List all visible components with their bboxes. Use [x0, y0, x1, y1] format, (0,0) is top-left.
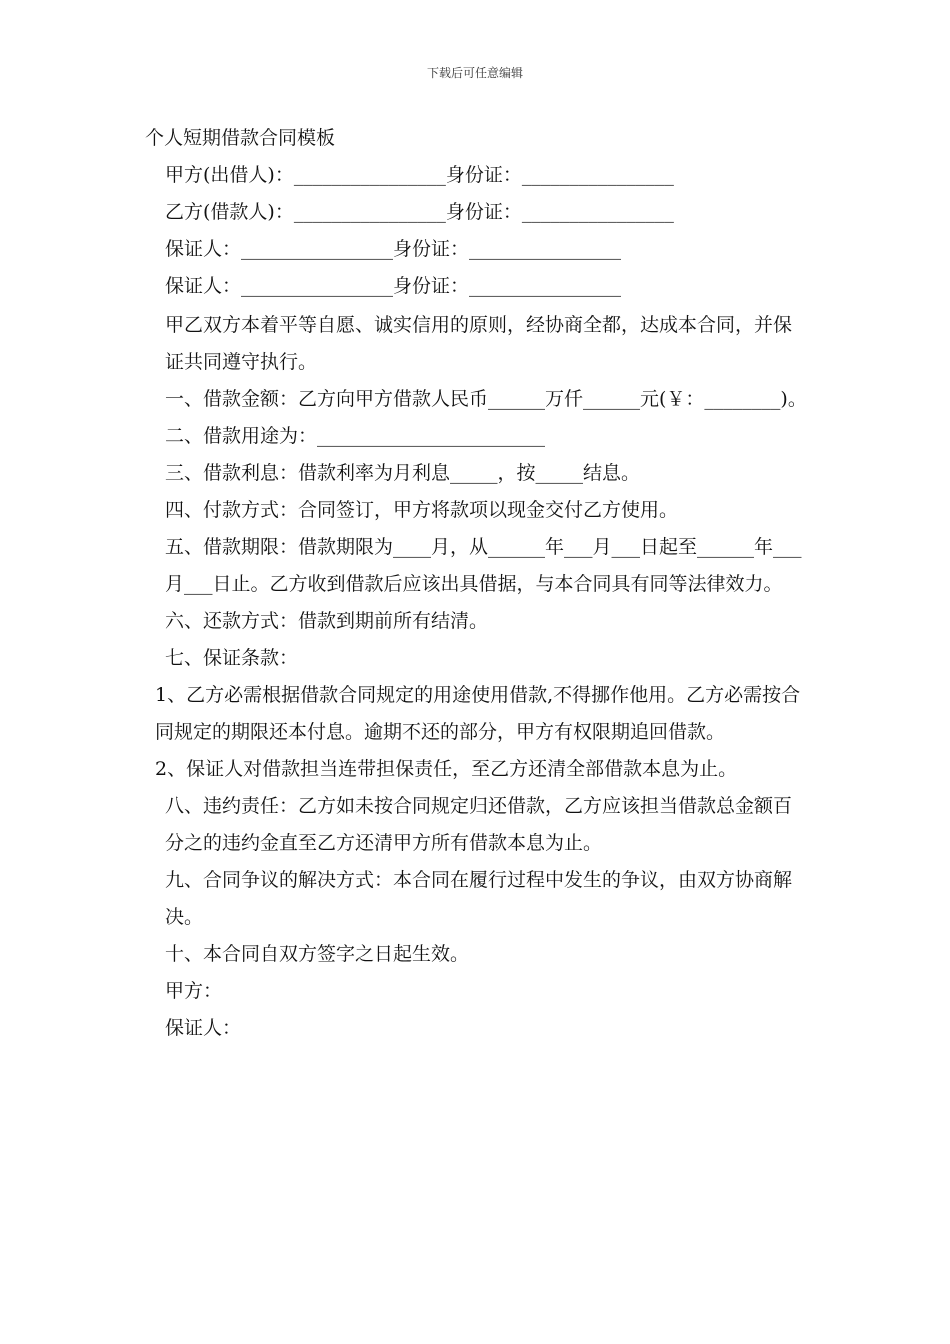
clause-10: 十、本合同自双方签字之日起生效。	[165, 943, 470, 965]
contract-document	[145, 120, 810, 1047]
party-b-line: 乙方(借款人)：________________身份证：________________	[165, 201, 674, 223]
clause-7: 七、保证条款：	[165, 647, 299, 669]
guarantor-line-1: 保证人：________________身份证：________________	[165, 238, 622, 260]
clause-4: 四、付款方式：合同签订，甲方将款项以现金交付乙方使用。	[165, 499, 679, 521]
clause-3: 三、借款利息：借款利率为月利息_____，按_____结息。	[165, 462, 641, 484]
signature-guarantor: 保证人：	[165, 1017, 242, 1039]
document-title: 个人短期借款合同模板	[145, 127, 336, 149]
clause-5: 五、借款期限：借款期限为____月，从______年___月___日起至______年___月___日止。乙方收到借款后应该出具借据，与本合同具有同等法律效力。	[165, 536, 802, 595]
clause-7-2: 2、保证人对借款担当连带担保责任，至乙方还清全部借款本息为止。	[155, 758, 738, 780]
intro-paragraph: 甲乙双方本着平等自愿、诚实信用的原则，经协商全都，达成本合同，并保证共同遵守执行。	[165, 314, 793, 373]
clause-7-1: 1、乙方必需根据借款合同规定的用途使用借款,不得挪作他用。乙方必需按合同规定的期限还本付息。逾期不还的部分，甲方有权限期追回借款。	[155, 684, 801, 743]
clause-2: 二、借款用途为：________________________	[165, 425, 546, 447]
clause-9: 九、合同争议的解决方式：本合同在履行过程中发生的争议，由双方协商解决。	[165, 869, 793, 928]
clause-8: 八、违约责任：乙方如未按合同规定归还借款，乙方应该担当借款总金额百分之的违约金直至乙方还清甲方所有借款本息为止。	[165, 795, 793, 854]
party-a-line: 甲方(出借人)：________________身份证：________________	[165, 164, 674, 186]
signature-party-a: 甲方：	[165, 980, 223, 1002]
clause-1: 一、借款金额：乙方向甲方借款人民币______万仟______元(￥：________)。	[165, 388, 807, 410]
guarantor-line-2: 保证人：________________身份证：________________	[165, 275, 622, 297]
page-header-note: 下载后可任意编辑	[426, 66, 523, 80]
clause-6: 六、还款方式：借款到期前所有结清。	[165, 610, 489, 632]
